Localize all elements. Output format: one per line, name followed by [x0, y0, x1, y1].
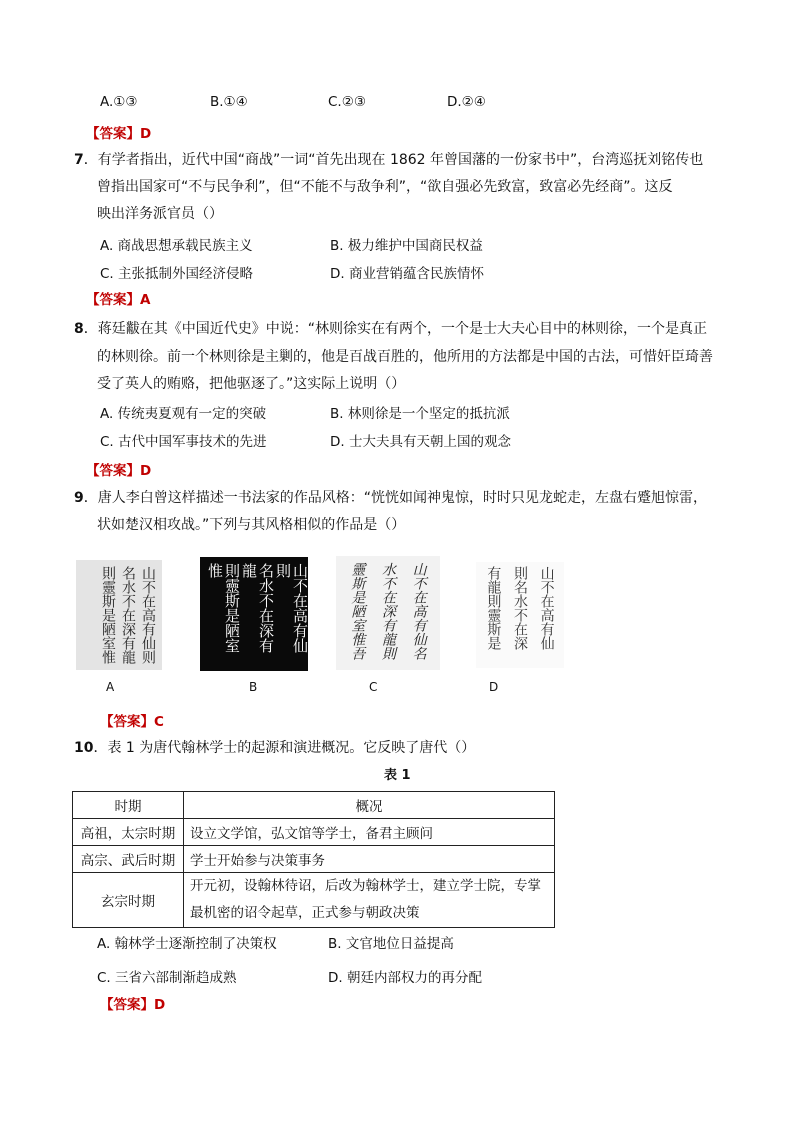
q9-answer: 【答案】C — [100, 714, 164, 730]
q7-option-d: D. 商业营销蕴含民族情怀 — [330, 266, 484, 282]
calligraphy-c-col-3: 靈斯是陋室惟吾 — [349, 562, 366, 660]
q6-option-c: C.②③ — [328, 94, 366, 110]
calligraphy-c-col-2: 水不在深有龍則 — [379, 562, 396, 660]
q10-number: 10 — [74, 740, 94, 756]
calligraphy-image-d — [476, 562, 564, 668]
q8-option-b: B. 林则徐是一个坚定的抵抗派 — [330, 406, 510, 422]
q9-text-1: ．唐人李白曾这样描述一书法家的作品风格：“恍恍如闻神鬼惊，时时只见龙蛇走，左盘右蹙旭惊雷， — [83, 490, 708, 506]
calligraphy-image-b — [200, 557, 308, 671]
calligraphy-b-col-1: 山不在高有仙則 — [274, 563, 309, 653]
q10-option-d: D. 朝廷内部权力的再分配 — [328, 970, 482, 986]
table-cell-overview — [184, 873, 555, 928]
q10-option-c: C. 三省六部制渐趋成熟 — [97, 970, 237, 986]
table-header-row — [73, 792, 555, 819]
table-cell-overview-line-1: 开元初，设翰林待诏，后改为翰林学士，建立学士院，专掌 — [190, 878, 541, 894]
q6-answer: 【答案】D — [86, 126, 152, 142]
q6-option-d: D.②④ — [447, 94, 486, 110]
history-table — [72, 791, 555, 928]
q8-line-2: 的林则徐。前一个林则徐是主剿的，他是百战百胜的，他所用的方法都是中国的古法，可惜奸臣琦善 — [97, 349, 713, 365]
q10-answer: 【答案】D — [100, 997, 166, 1013]
image-label-c: C — [369, 680, 378, 694]
image-label-a: A — [106, 680, 115, 694]
calligraphy-a-col-2: 名水不在深有龍 — [120, 566, 136, 664]
q7-option-c: C. 主张抵制外国经济侵略 — [100, 266, 254, 282]
q7-option-a: A. 商战思想承载民族主义 — [100, 238, 253, 254]
calligraphy-a-col-1: 山不在高有仙则 — [140, 566, 156, 664]
q7-text-1: ．有学者指出，近代中国“商战”一词“首先出现在 1862 年曾国藩的一份家书中”，台湾巡抚刘铭传也 — [83, 152, 704, 168]
calligraphy-d-col-1: 山不在高有仙 — [538, 566, 555, 650]
q9-line-1 — [74, 484, 707, 512]
q6-option-b: B.①④ — [210, 94, 248, 110]
table-header-overview: 概况 — [184, 792, 555, 819]
calligraphy-b-col-3: 則靈斯是陋室惟 — [206, 563, 241, 653]
table-cell-period: 高祖，太宗时期 — [73, 819, 184, 846]
q7-answer: 【答案】A — [86, 292, 151, 308]
q8-option-c: C. 古代中国军事技术的先进 — [100, 434, 267, 450]
calligraphy-d-col-2: 則名水不在深 — [511, 566, 528, 650]
table-cell-overview-line-2: 最机密的诏令起草，正式参与朝政决策 — [190, 905, 420, 921]
calligraphy-d-col-3: 有龍則靈斯是 — [485, 566, 502, 650]
calligraphy-a-col-3: 則靈斯是陋室惟 — [100, 566, 116, 664]
q8-line-3: 受了英人的贿赂，把他驱逐了。”这实际上说明（） — [97, 376, 406, 392]
calligraphy-c-col-1: 山不在高有仙名 — [410, 562, 427, 660]
q7-line-1 — [74, 146, 703, 174]
q10-option-a: A. 翰林学士逐渐控制了决策权 — [97, 936, 277, 952]
q8-option-d: D. 士大夫具有天朝上国的观念 — [330, 434, 511, 450]
q7-line-2: 曾指出国家可“不与民争利”，但“不能不与敌争利”，“欲自强必先致富，致富必先经商”。这反 — [97, 179, 673, 195]
q6-option-a: A.①③ — [100, 94, 138, 110]
calligraphy-image-c — [336, 556, 440, 670]
q8-option-a: A. 传统夷夏观有一定的突破 — [100, 406, 267, 422]
q8-text-1: ．蒋廷黻在其《中国近代史》中说：“林则徐实在有两个，一个是士大夫心目中的林则徐，一个是真正 — [83, 321, 708, 337]
q7-number: 7 — [74, 152, 84, 168]
q9-number: 9 — [74, 490, 84, 506]
table-title: 表 1 — [384, 768, 411, 783]
q7-option-b: B. 极力维护中国商民权益 — [330, 238, 483, 254]
table-row — [73, 873, 555, 928]
table-header-period: 时期 — [73, 792, 184, 819]
image-label-b: B — [249, 680, 258, 694]
q10-line-1 — [74, 734, 475, 762]
image-label-d: D — [489, 680, 499, 694]
q8-answer: 【答案】D — [86, 463, 152, 479]
q10-option-b: B. 文官地位日益提高 — [328, 936, 454, 952]
calligraphy-image-a — [76, 560, 162, 670]
q8-number: 8 — [74, 321, 84, 337]
table-cell-overview: 设立文学馆，弘文馆等学士，备君主顾问 — [184, 819, 555, 846]
q10-text-1: ．表 1 为唐代翰林学士的起源和演进概况。它反映了唐代（） — [93, 740, 476, 756]
table-row — [73, 846, 555, 873]
q7-line-3: 映出洋务派官员（） — [97, 206, 223, 222]
q8-line-1 — [74, 315, 707, 343]
table-row — [73, 819, 555, 846]
table-cell-overview: 学士开始参与决策事务 — [184, 846, 555, 873]
q9-line-2: 状如楚汉相攻战。”下列与其风格相似的作品是（） — [97, 517, 406, 533]
table-cell-period: 高宗、武后时期 — [73, 846, 184, 873]
table-cell-period: 玄宗时期 — [73, 873, 184, 928]
calligraphy-b-col-2: 名水不在深有龍 — [240, 563, 275, 653]
